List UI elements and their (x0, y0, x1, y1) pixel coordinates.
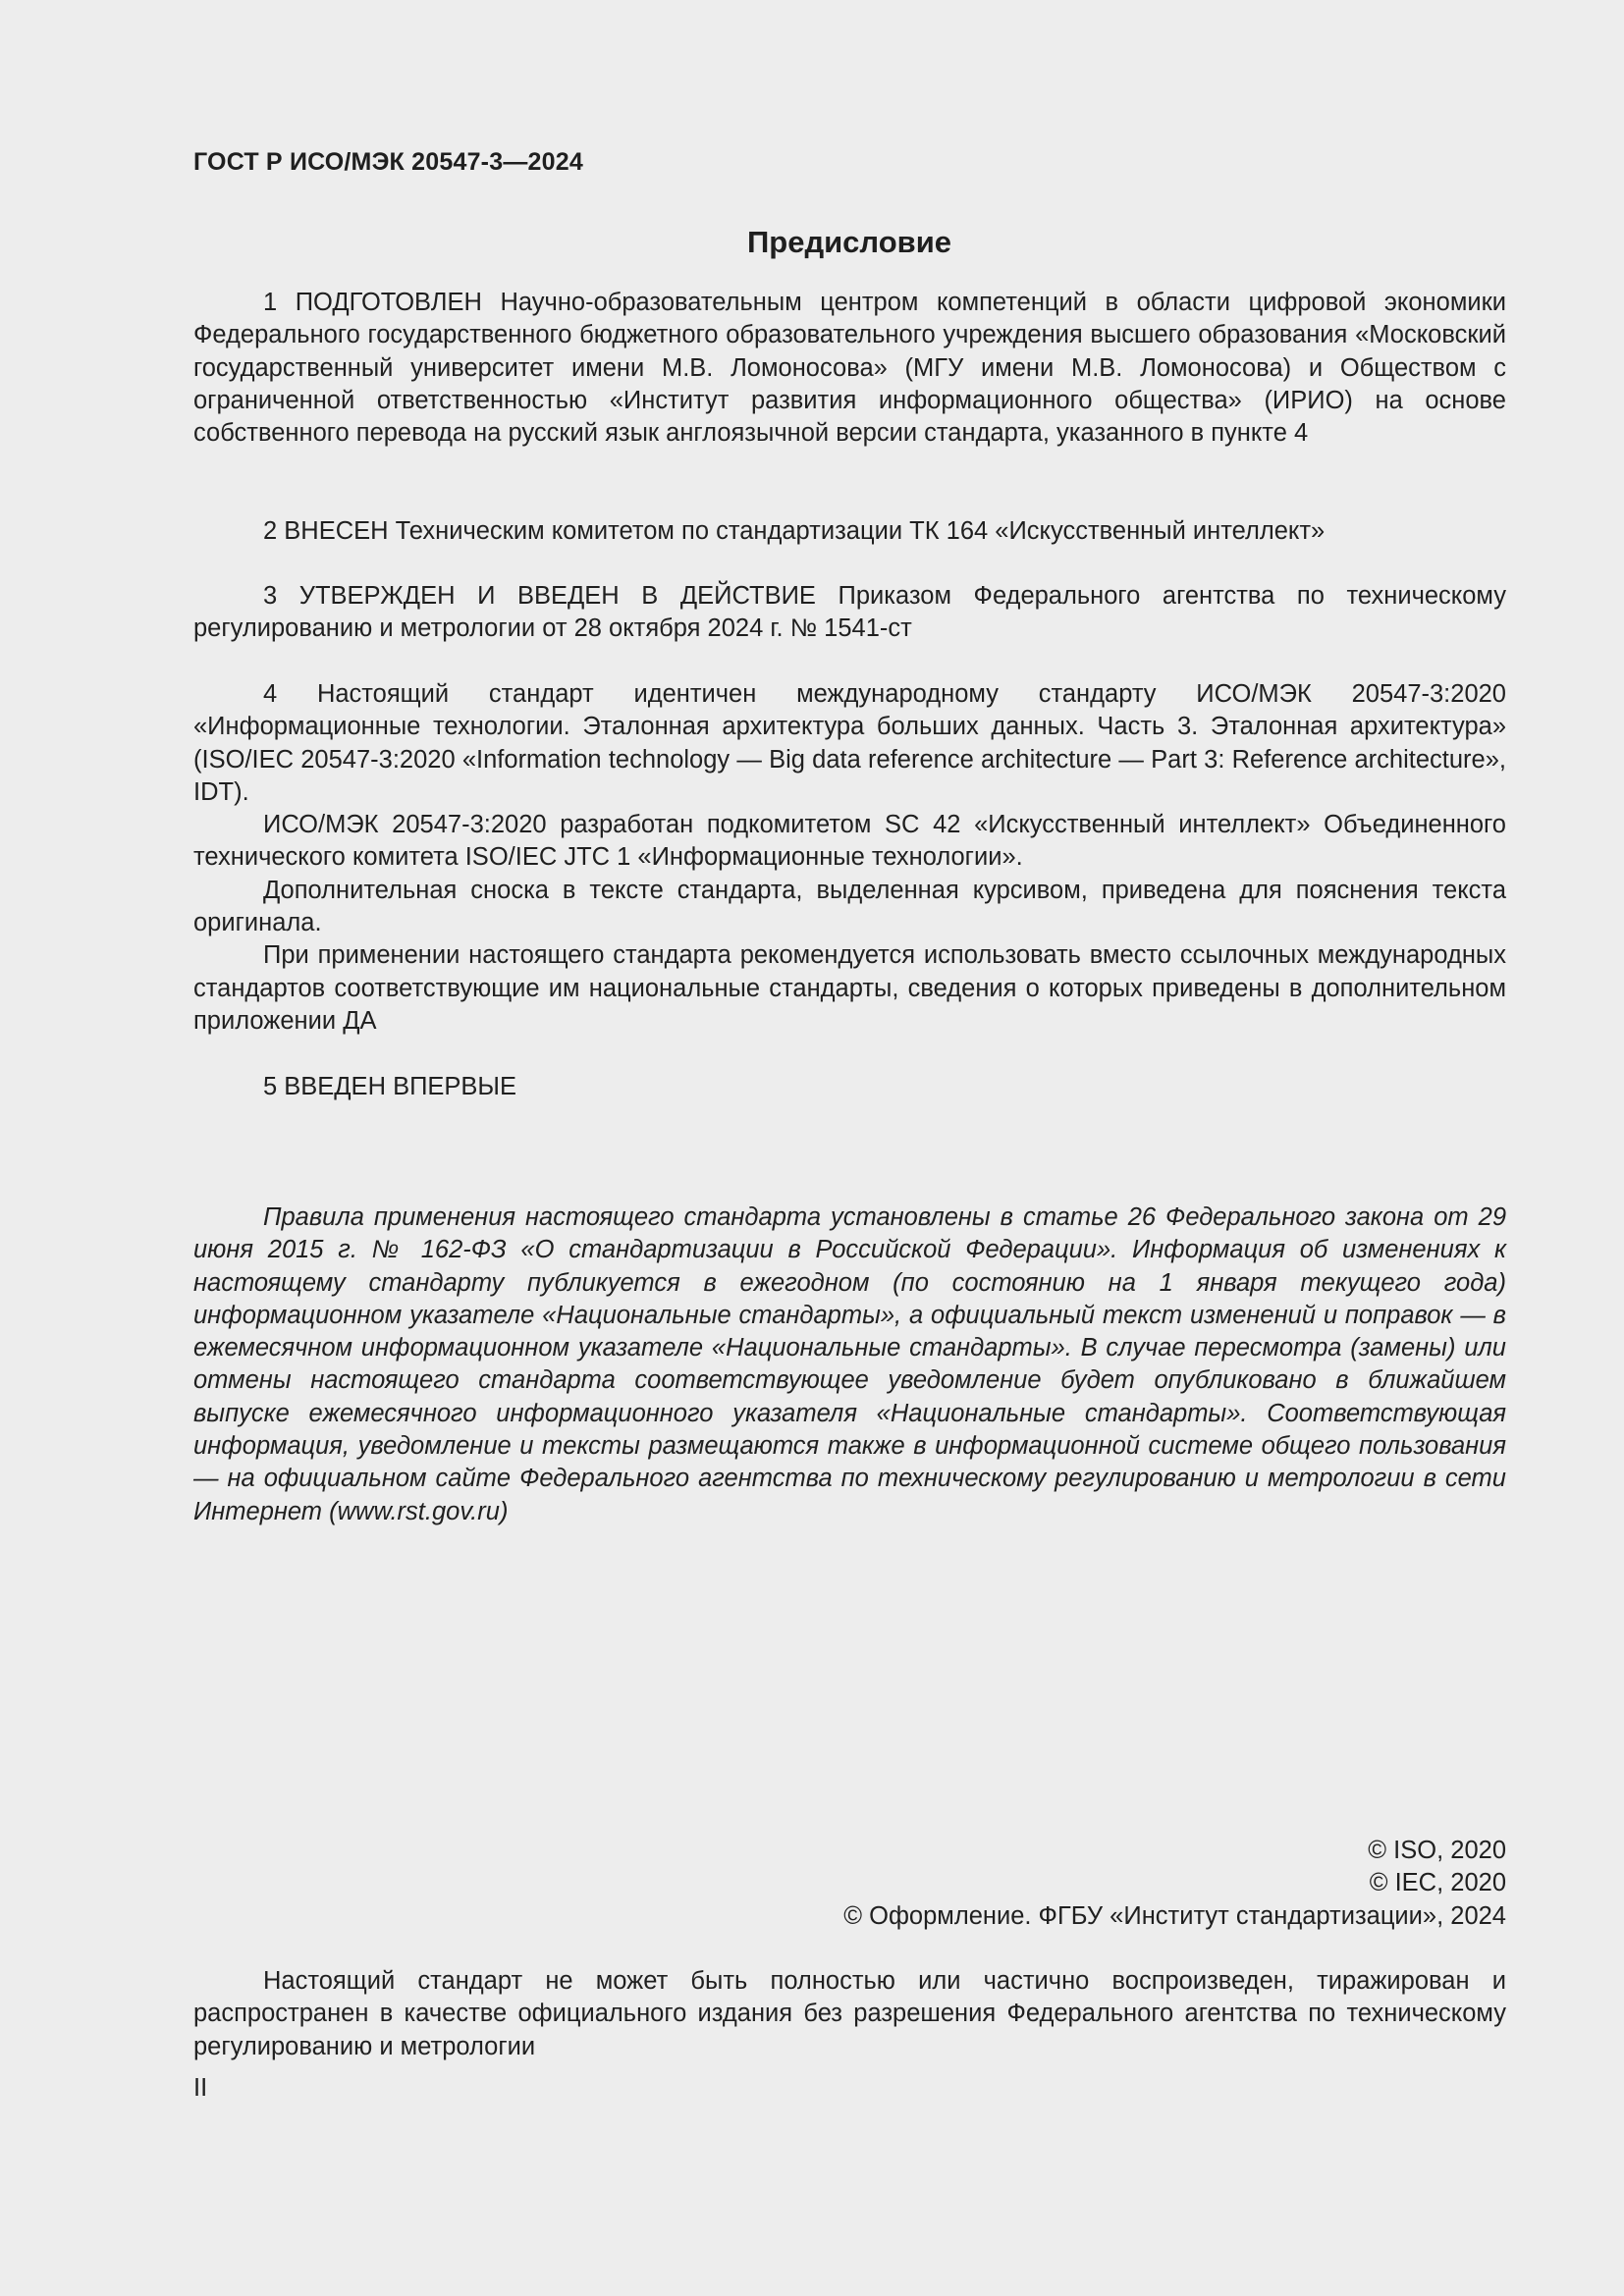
paragraph: ИСО/МЭК 20547-3:2020 разработан подкомитетом SC 42 «Искусственный интеллект» Объединенного технического комитета ISO/IEC JTC 1 «Информационные технологии». (193, 811, 1506, 872)
copyright-iec: © IEC, 2020 (1369, 1869, 1506, 1897)
rules-notice (193, 1201, 1506, 1528)
reproduction-notice-text: Настоящий стандарт не может быть полностью или частично воспроизведен, тиражирован и распространен в качестве официального издания без разрешения Федерального агентства по техническому регулированию и метрологии (193, 1967, 1506, 2060)
foreword-item-1 (193, 287, 1506, 450)
paragraph: 4 Настоящий стандарт идентичен международному стандарту ИСО/МЭК 20547-3:2020 «Информационные технологии. Эталонная архитектура больших данных. Часть 3. Эталонная архитектура» (ISO/IEC 20547-3:2020 «Information technology — Big data reference architecture — Part 3: Reference architecture», IDT). (193, 680, 1506, 806)
paragraph: 2 ВНЕСЕН Техническим комитетом по стандартизации ТК 164 «Искусственный интеллект» (263, 517, 1326, 545)
paragraph: При применении настоящего стандарта рекомендуется использовать вместо ссылочных международных стандартов соответствующие им национальные стандарты, сведения о которых приведены в дополнительном приложении ДА (193, 941, 1506, 1035)
paragraph: Дополнительная сноска в тексте стандарта, выделенная курсивом, приведена для пояснения текста оригинала. (193, 876, 1506, 937)
copyright-iso: © ISO, 2020 (1368, 1837, 1506, 1864)
foreword-item-5 (193, 1071, 1506, 1103)
copyright-block (193, 1835, 1506, 1933)
paragraph: 3 УТВЕРЖДЕН И ВВЕДЕН В ДЕЙСТВИЕ Приказом Федерального агентства по техническому регулированию и метрологии от 28 октября 2024 г. № 1541-ст (193, 582, 1506, 643)
standard-designation: ГОСТ Р ИСО/МЭК 20547-3—2024 (193, 148, 583, 176)
page-title: Предисловие (746, 225, 951, 259)
foreword-item-4 (193, 678, 1506, 1038)
rules-notice-text: Правила применения настоящего стандарта установлены в статье 26 Федерального закона от 29 июня 2015 г. № 162-ФЗ «О стандартизации в Российской Федерации». Информация об изменениях к настоящему стандарту публикуется в ежегодном (по состоянию на 1 января текущего года) информационном указателе «Национальные стандарты», а официальный текст изменений и поправок — в ежемесячном информационном указателе «Национальные стандарты». В случае пересмотра (замены) или отмены настоящего стандарта соответствующее уведомление будет опубликовано в ближайшем выпуске ежемесячного информационного указателя «Национальные стандарты». Соответствующая информация, уведомление и тексты размещаются также в информационной системе общего пользования — на официальном сайте Федерального агентства по техническому регулированию и метрологии в сети Интернет (www.rst.gov.ru) (193, 1203, 1506, 1525)
reproduction-notice (193, 1965, 1506, 2063)
page-number: II (193, 2074, 208, 2102)
paragraph: 1 ПОДГОТОВЛЕН Научно-образовательным центром компетенций в области цифровой экономики Федерального государственного бюджетного образовательного учреждения высшего образования «Московский государственный университет имени М.В. Ломоносова» (МГУ имени М.В. Ломоносова) и Обществом с ограниченной ответственностью «Институт развития информационного общества» (ИРИО) на основе собственного перевода на русский язык англоязычной версии стандарта, указанного в пункте 4 (193, 289, 1506, 448)
foreword-item-3 (193, 580, 1506, 646)
copyright-design: © Оформление. ФГБУ «Институт стандартизации», 2024 (843, 1901, 1506, 1930)
foreword-item-2 (193, 515, 1506, 548)
paragraph: 5 ВВЕДЕН ВПЕРВЫЕ (263, 1073, 517, 1100)
